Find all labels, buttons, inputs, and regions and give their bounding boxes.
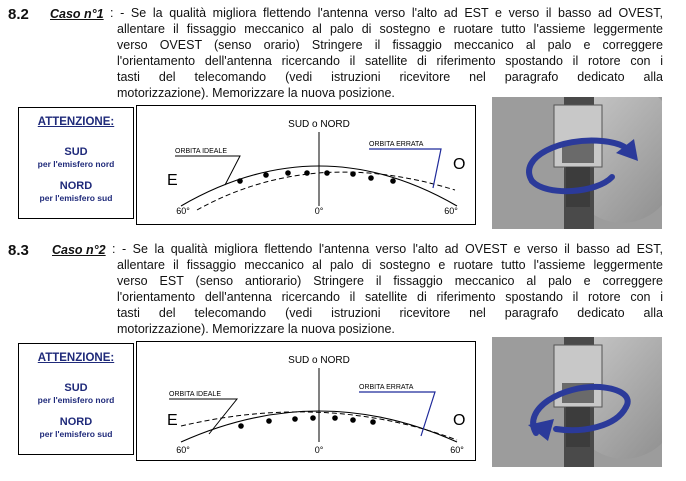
paragraph-line: verso EST (senso antiorario) Stringere il fissaggio meccanico al palo e correggere <box>117 274 663 288</box>
satellite-dot <box>237 178 243 184</box>
east-letter: E <box>167 412 178 429</box>
antenna-photo <box>492 97 662 229</box>
satellite-dot <box>370 419 376 425</box>
ideal-pointer <box>175 156 240 185</box>
attention-title: ATTENZIONE: <box>37 352 115 364</box>
tick-right: 60° <box>450 445 464 455</box>
antenna-photo <box>492 337 662 467</box>
east-letter: E <box>167 172 178 189</box>
satellite-dot <box>266 418 272 424</box>
paragraph-line: : - Se la qualità migliora flettendo l'antenna verso l'alto ad EST e verso il basso ad OVEST, <box>110 6 663 20</box>
wrong-pointer <box>359 392 435 436</box>
wrong-pointer <box>369 149 441 188</box>
paragraph-line: : - Se la qualità migliora flettendo l'antenna verso l'alto ad OVEST e verso il basso ad EST, <box>112 242 663 256</box>
top-label: SUD o NORD <box>288 355 350 366</box>
tick-right: 60° <box>444 206 458 216</box>
section-number: 8.3 <box>8 242 29 259</box>
satellite-dot <box>285 170 291 176</box>
section-number: 8.2 <box>8 6 29 23</box>
ideal-pointer <box>169 399 237 434</box>
tick-center: 0° <box>314 445 324 455</box>
orbit-diagram-svg <box>137 106 475 224</box>
satellite-dot <box>350 171 356 177</box>
attention-box <box>18 107 134 219</box>
orbit-diagram <box>136 105 476 225</box>
satellite-dot <box>292 416 298 422</box>
paragraph-line: tasti del telecomando (vedi istruzioni ricevitore nel paragrafo dedicato alla <box>117 70 663 84</box>
satellite-dot <box>324 170 330 176</box>
antenna-photo-illustration <box>492 97 662 229</box>
attention-box <box>18 343 134 455</box>
north-sublabel: per l'emisfero sud <box>39 193 113 203</box>
wrong-orbit-curve <box>197 172 455 210</box>
ideal-orbit-label: ORBITA IDEALE <box>175 148 227 155</box>
case-label: Caso n°1 <box>50 7 104 21</box>
tick-left: 60° <box>176 445 190 455</box>
tick-left: 60° <box>176 206 190 216</box>
wrong-orbit-label: ORBITA ERRATA <box>359 384 414 391</box>
wrong-orbit-label: ORBITA ERRATA <box>369 141 424 148</box>
orbit-diagram <box>136 341 476 461</box>
south-label: SUD <box>64 382 88 394</box>
paragraph-line: verso OVEST (senso orario) Stringere il fissaggio meccanico al palo e correggere <box>117 38 663 52</box>
north-sublabel: per l'emisfero sud <box>39 429 113 439</box>
satellite-dot <box>304 170 310 176</box>
south-sublabel: per l'emisfero nord <box>37 159 115 169</box>
north-label: NORD <box>59 416 93 428</box>
north-label: NORD <box>59 180 93 192</box>
tick-center: 0° <box>314 206 324 216</box>
satellite-dot <box>390 178 396 184</box>
instruction-paragraph <box>112 241 663 337</box>
antenna-photo-illustration <box>492 337 662 467</box>
instruction-paragraph <box>110 5 663 101</box>
paragraph-line: motorizzazione). Memorizzare la nuova posizione. <box>117 322 395 336</box>
top-label: SUD o NORD <box>288 119 350 130</box>
ideal-orbit-label: ORBITA IDEALE <box>169 391 221 398</box>
attention-title: ATTENZIONE: <box>37 116 115 128</box>
orbit-diagram-svg <box>137 342 475 460</box>
satellite-dot <box>263 172 269 178</box>
paragraph-line: motorizzazione). Memorizzare la nuova posizione. <box>117 86 395 100</box>
case-label: Caso n°2 <box>52 243 106 257</box>
paragraph-line: l'orientamento dell'antenna ricercando il satellite di riferimento spostando il rotore con i <box>117 290 663 304</box>
south-sublabel: per l'emisfero nord <box>37 395 115 405</box>
paragraph-line: tasti del telecomando (vedi istruzioni ricevitore nel paragrafo dedicato alla <box>117 306 663 320</box>
satellite-dot <box>332 415 338 421</box>
west-letter: O <box>453 412 466 429</box>
satellite-dot <box>310 415 316 421</box>
satellite-dot <box>368 175 374 181</box>
satellite-dot <box>350 417 356 423</box>
paragraph-line: l'orientamento dell'antenna ricercando il satellite di riferimento spostando il rotore con i <box>117 54 663 68</box>
west-letter: O <box>453 156 466 173</box>
paragraph-line: allentare il fissaggio meccanico al palo di sostegno e ruotare tutto l'assieme leggermente <box>117 22 663 36</box>
paragraph-line: allentare il fissaggio meccanico al palo di sostegno e ruotare tutto l'assieme leggermente <box>117 258 663 272</box>
satellite-dot <box>238 423 244 429</box>
south-label: SUD <box>64 146 88 158</box>
